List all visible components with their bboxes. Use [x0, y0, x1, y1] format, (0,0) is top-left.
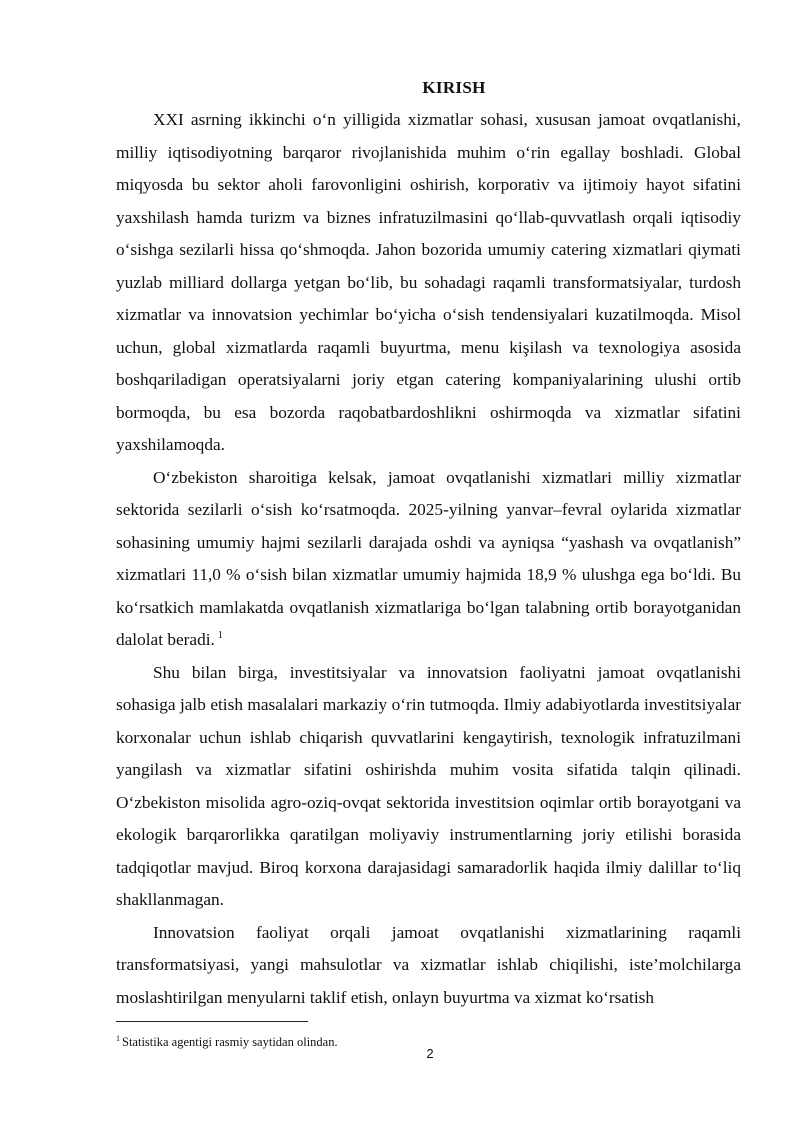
paragraph-4: Innovatsion faoliyat orqali jamoat ovqatlanishi xizmatlarining raqamli transformatsiyasi, yangi mahsulotlar va xizmatlar ishlab chiqilishi, iste’molchilarga moslashtirilgan menyularni taklif etish, onlayn buyurtma va xizmat ko‘rsatish: [116, 922, 741, 1007]
footnote-text: Statistika agentigi rasmiy saytidan olindan.: [122, 1035, 338, 1050]
footnote-marker: 1: [116, 1034, 120, 1043]
footnote-separator: [116, 1021, 308, 1022]
page-number: 2: [426, 1046, 434, 1061]
body-text: [116, 104, 741, 1014]
paragraph-2: [116, 462, 741, 657]
footnote-reference: 1: [217, 630, 223, 642]
paragraph-3: Shu bilan birga, investitsiyalar va innovatsion faoliyatni jamoat ovqatlanishi sohasiga jalb etish masalalari markaziy o‘rin tutmoqda. Ilmiy adabiyotlarda investitsiyalar korxonalar uchun ishlab chiqarish quvvatlarini kengaytirish, texnologik infratuzilmani yangilash va xizmatlar sifatini oshirishda muhim vosita sifatida talqin qilinadi. O‘zbekiston misolida agro-oziq-ovqat sektorida investitsion oqimlar ortib borayotgani va ekologik barqarorlikka qaratilgan moliyaviy instrumentlarning joriy etilishi borasida tadqiqotlar mavjud. Biroq korxona darajasidagi samaradorlik haqida ilmiy dalillar to‘liq shakllanmagan.: [116, 662, 741, 909]
paragraph-2-text: O‘zbekiston sharoitiga kelsak, jamoat ovqatlanishi xizmatlari milliy xizmatlar sektorida sezilarli o‘sish ko‘rsatmoqda. 2025-yilning yanvar–fevral oylarida xizmatlar sohasining umumiy hajmi sezilarli darajada oshdi va ayniqsa “yashash va ovqatlanish” xizmatlari 11,0 % o‘sish bilan xizmatlar umumiy hajmida 18,9 % ulushga ega bo‘ldi. Bu ko‘rsatkich mamlakatda ovqatlanish xizmatlariga bo‘lgan talabning ortib borayotganidan dalolat beradi.: [116, 467, 741, 649]
paragraph-1: XXI asrning ikkinchi o‘n yilligida xizmatlar sohasi, xususan jamoat ovqatlanishi, milliy iqtisodiyotning barqaror rivojlanishida muhim o‘rin egallay boshladi. Global miqyosda bu sektor aholi farovonligini oshirish, korporativ va ijtimoiy hayot sifatini yaxshilash hamda turizm va biznes infratuzilmasini qo‘llab-quvvatlash orqali iqtisodiy o‘sishga sezilarli hissa qo‘shmoqda. Jahon bozorida umumiy catering xizmatlari qiymati yuzlab milliard dollarga yetgan bo‘lib, bu sohadagi raqamli transformatsiyalar, turdosh xizmatlar va innovatsion yechimlar bo‘yicha o‘sish tendensiyalari kuzatilmoqda. Misol uchun, global xizmatlarda raqamli buyurtma, menu kişilash va texnologiya asosida boshqariladigan operatsiyalarni joriy etgan catering kompaniyalarining ulushi ortib bormoqda, bu esa bozorda raqobatbardoshlikni oshirmoqda va xizmatlar sifatini yaxshilamoqda.: [116, 110, 741, 454]
section-heading: KIRISH: [422, 78, 486, 97]
